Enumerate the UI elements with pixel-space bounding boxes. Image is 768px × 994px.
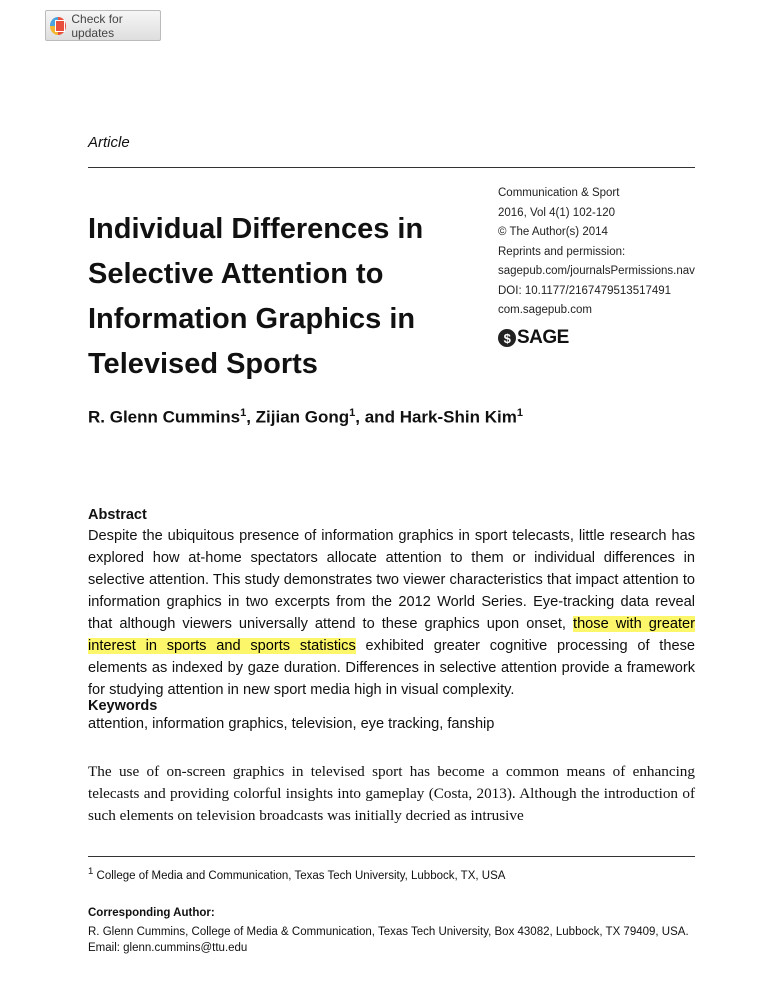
publisher-name: SAGE <box>517 327 569 348</box>
keywords-heading: Keywords <box>88 698 158 714</box>
affiliation-text: College of Media and Communication, Texas Tech University, Lubbock, TX, USA <box>96 869 506 882</box>
author-separator: , and <box>355 407 400 427</box>
permissions-link[interactable]: sagepub.com/journalsPermissions.nav <box>498 265 695 277</box>
header-rule <box>88 167 695 168</box>
journal-name: Communication & Sport <box>498 187 620 199</box>
keywords: attention, information graphics, television, eye tracking, fanship <box>88 716 495 732</box>
sage-s-icon: $ <box>498 329 516 347</box>
author-affiliation-mark: 1 <box>516 407 523 419</box>
author-affiliation-mark: 1 <box>349 407 356 419</box>
author-name: R. Glenn Cummins <box>88 407 241 427</box>
abstract-heading: Abstract <box>88 507 147 523</box>
abstract-text <box>88 525 695 701</box>
article-title: Individual Differences in Selective Attention to Information Graphics in Televised Sports <box>88 213 424 380</box>
author-separator: , <box>246 407 256 427</box>
affiliation-mark: 1 <box>88 866 94 877</box>
crossmark-icon <box>50 17 66 35</box>
article-type: Article <box>88 134 130 151</box>
author-affiliation-mark: 1 <box>240 407 247 419</box>
corresponding-email[interactable]: Email: glenn.cummins@ttu.edu <box>88 942 248 954</box>
author-name: Hark-Shin Kim <box>399 407 517 427</box>
check-for-updates-label: Check for updates <box>71 11 123 40</box>
journal-site-link[interactable]: com.sagepub.com <box>498 304 592 316</box>
affiliation <box>88 866 505 882</box>
highlighted-text: those with greater interest in sports and sports statistics <box>88 616 695 654</box>
author-list <box>88 407 523 428</box>
sage-logo <box>498 327 569 349</box>
copyright: © The Author(s) 2014 <box>498 226 608 238</box>
body-paragraph: The use of on-screen graphics in televised sport has become a common means of enhancing telecasts and providing colorful insights into gameplay (Costa, 2013). Although the introduction of such elements on television broadcasts was initially decried as intrusive <box>88 763 695 824</box>
author-name: Zijian Gong <box>255 407 350 427</box>
doi[interactable]: DOI: 10.1177/2167479513517491 <box>498 284 672 297</box>
footnote-rule <box>88 856 695 857</box>
corresponding-heading: Corresponding Author: <box>88 907 215 919</box>
check-for-updates-button[interactable] <box>45 10 161 41</box>
corresponding-author <box>88 924 695 956</box>
abstract-part: exhibited greater cognitive processing of these elements as indexed by gaze duration. Differences in selective attention provide a framework for studying attention in new sport media high in visual complexity. <box>88 638 696 698</box>
volume-info: 2016, Vol 4(1) 102-120 <box>498 206 616 219</box>
corresponding-address: R. Glenn Cummins, College of Media & Communication, Texas Tech University, Box 43082, Lubbock, TX 79409, USA. <box>88 926 689 938</box>
journal-meta <box>498 184 695 321</box>
abstract-part: Despite the ubiquitous presence of information graphics in sport telecasts, little research has explored how at-home spectators allocate attention to them or individual differences in selective attention. This study demonstrates two viewer characteristics that impact attention to information graphics in two excerpts from the 2012 World Series. Eye-tracking data reveal that although viewers universally attend to these graphics upon onset, <box>88 528 695 632</box>
reprints-label: Reprints and permission: <box>498 245 626 258</box>
